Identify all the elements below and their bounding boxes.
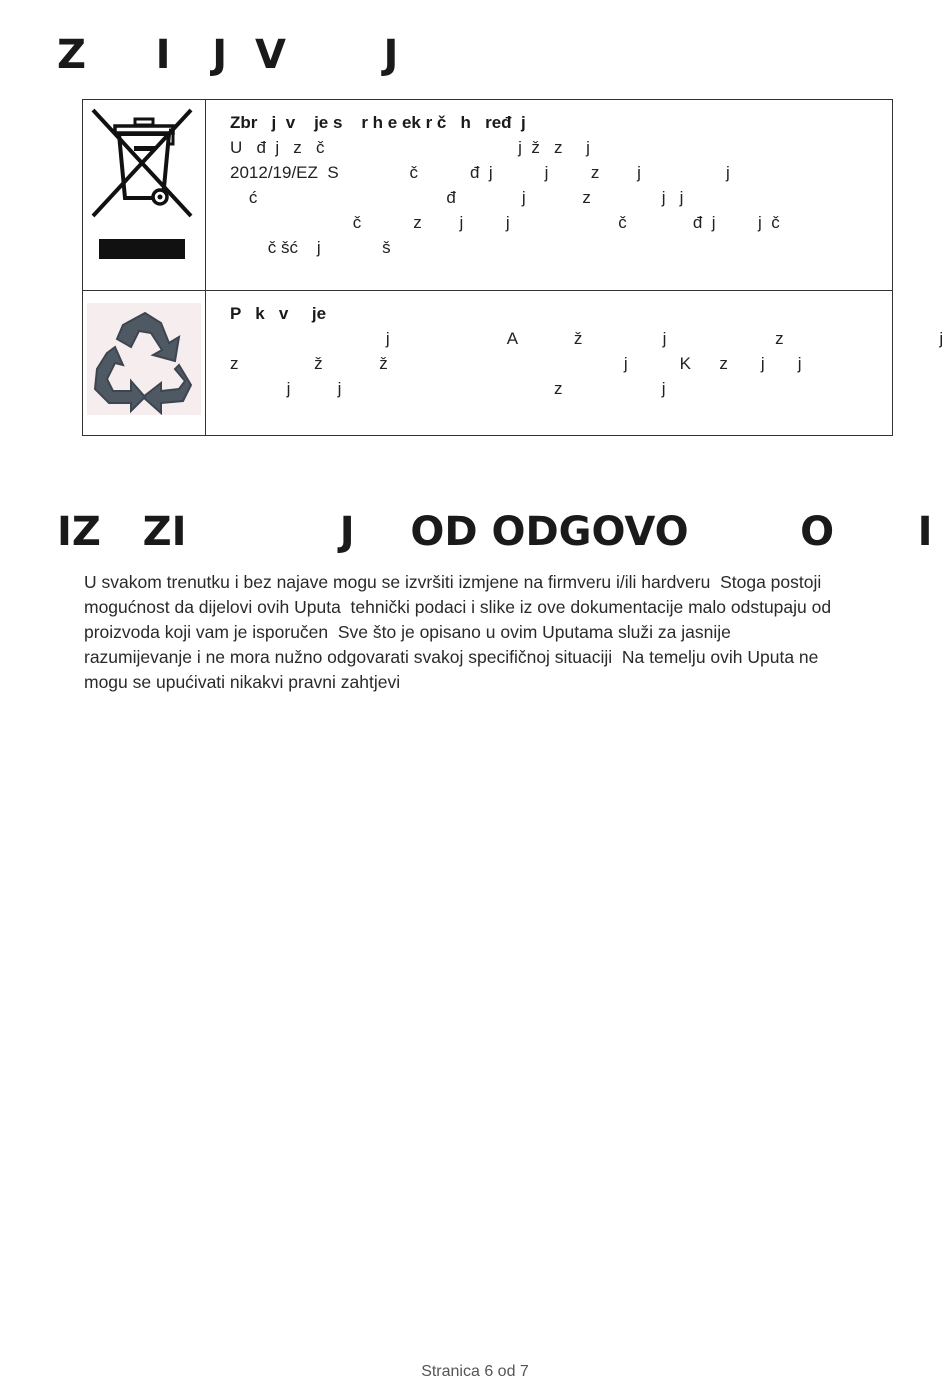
disclaimer-line: mogu se upućivati nikakvi pravni zahtjevi bbox=[84, 672, 401, 692]
page-footer: Stranica 6 od 7 bbox=[421, 1363, 529, 1380]
packaging-row bbox=[83, 291, 893, 436]
packaging-line: j A ž j z j bbox=[230, 329, 944, 348]
packaging-line: j j z j bbox=[230, 379, 666, 398]
packaging-line: z ž ž j K z j j bbox=[230, 354, 802, 373]
packaging-icon-cell bbox=[83, 291, 206, 436]
disclaimer-line: proizvoda koji vam je isporučen Sve što je opisano u ovim Uputama služi za jasnije bbox=[84, 622, 731, 642]
weee-row bbox=[83, 100, 893, 291]
recycle-icon bbox=[83, 291, 205, 425]
packaging-title: P k v je bbox=[230, 304, 327, 323]
disclaimer-paragraph bbox=[84, 570, 904, 695]
weee-line: ć đ j z j j bbox=[230, 188, 684, 207]
disclaimer-line: mogućnost da dijelovi ovih Uputa tehnički podaci i slike iz ove dokumentacije malo odstupaju od bbox=[84, 597, 832, 617]
packaging-text-cell bbox=[206, 291, 944, 436]
weee-line: 2012/19/EZ S č đ j j z j j bbox=[230, 163, 730, 182]
weee-line: U đ j z č j ž z j bbox=[230, 138, 590, 157]
weee-icon-cell bbox=[83, 100, 206, 291]
disclaimer-line: U svakom trenutku i bez najave mogu se izvršiti izmjene na firmveru i/ili hardveru Stoga postoji bbox=[84, 572, 822, 592]
crossed-out-wheelie-bin-icon bbox=[83, 100, 205, 280]
weee-line: č z j j č đ j j č bbox=[230, 213, 780, 232]
environment-heading: Z I J V J bbox=[57, 32, 399, 78]
weee-line: č šć j š bbox=[230, 238, 391, 257]
weee-text-cell bbox=[206, 100, 893, 291]
disposal-info-table bbox=[82, 99, 944, 436]
disclaimer-heading: IZ ZI J OD ODGOVO O I bbox=[57, 509, 933, 555]
disclaimer-line: razumijevanje i ne mora nužno odgovarati svakoj specifičnoj situaciji Na temelju ovih Uputa ne bbox=[84, 647, 819, 667]
weee-title: Zbr j v je s r h e ek r č h ređ j bbox=[230, 113, 526, 132]
